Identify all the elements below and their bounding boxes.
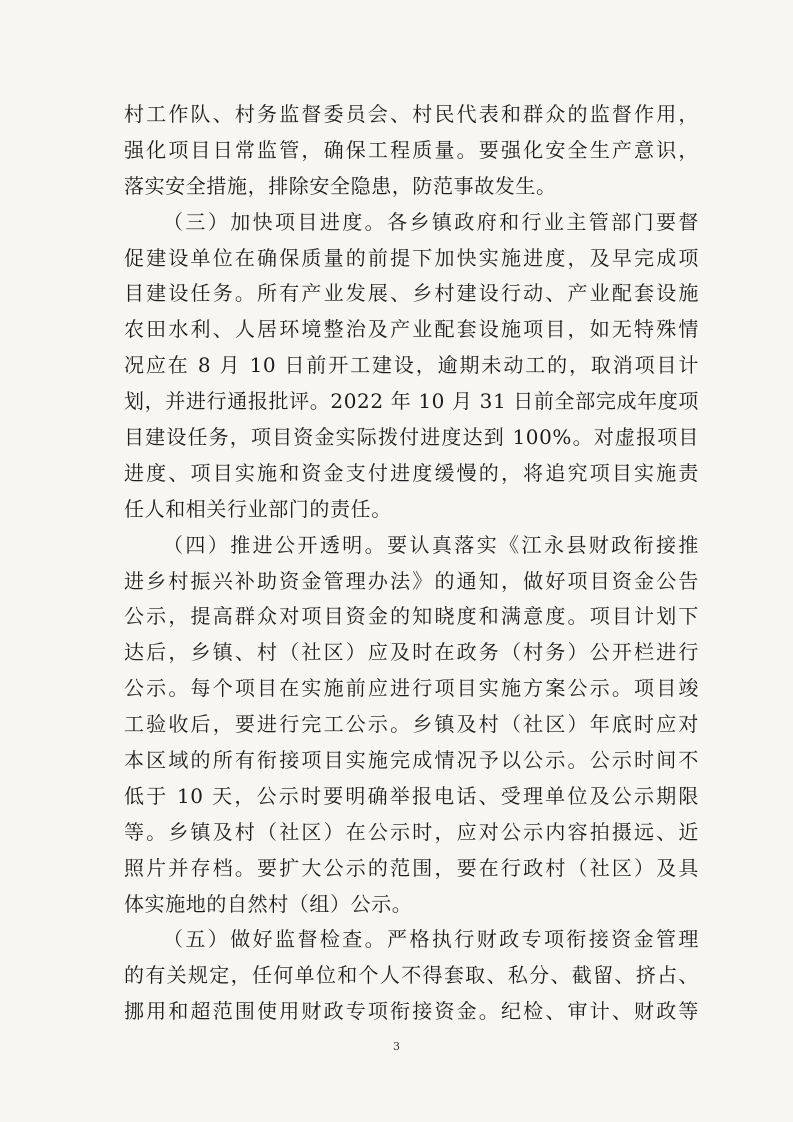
paragraph-heading-4: （四）推进公开透明。要认真落实《江永县财政衔接推 bbox=[163, 532, 699, 557]
text-line: 工验收后，要进行完工公示。乡镇及村（社区）年底时应对 bbox=[124, 712, 699, 737]
text-line: 进度、项目实施和资金支付进度缓慢的，将追究项目实施责 bbox=[124, 460, 699, 485]
text-line: 的有关规定，任何单位和个人不得套取、私分、截留、挤占、 bbox=[124, 963, 699, 988]
paragraph-heading-3: （三）加快项目进度。各乡镇政府和行业主管部门要督 bbox=[163, 209, 699, 234]
text-line: 任人和相关行业部门的责任。 bbox=[124, 496, 392, 521]
text-line: 农田水利、人居环境整治及产业配套设施项目，如无特殊情 bbox=[124, 317, 699, 342]
text-line: 公示。每个项目在实施前应进行项目实施方案公示。项目竣 bbox=[124, 676, 699, 701]
body-text bbox=[124, 97, 699, 1030]
text-line: 村工作队、村务监督委员会、村民代表和群众的监督作用， bbox=[124, 102, 699, 126]
text-line: 公示，提高群众对项目资金的知晓度和满意度。项目计划下 bbox=[124, 604, 699, 629]
page-number: 3 bbox=[393, 1040, 400, 1053]
text-line: 达后，乡镇、村（社区）应及时在政务（村务）公开栏进行 bbox=[124, 640, 699, 665]
text-line: 划，并进行通报批评。2022 年 10 月 31 日前全部完成年度项 bbox=[124, 389, 699, 414]
text-line: 本区域的所有衔接项目实施完成情况予以公示。公示时间不 bbox=[124, 748, 699, 773]
text-line: 挪用和超范围使用财政专项衔接资金。纪检、审计、财政等 bbox=[124, 999, 699, 1024]
text-line: 目建设任务，项目资金实际拨付进度达到 100%。对虚报项目 bbox=[124, 425, 699, 450]
text-line: 况应在 8 月 10 日前开工建设，逾期未动工的，取消项目计 bbox=[124, 353, 699, 378]
text-line: 落实安全措施，排除安全隐患，防范事故发生。 bbox=[124, 173, 557, 198]
text-line: 促建设单位在确保质量的前提下加快实施进度，及早完成项 bbox=[124, 245, 699, 270]
text-line: 进乡村振兴补助资金管理办法》的通知，做好项目资金公告 bbox=[124, 568, 699, 593]
text-line: 等。乡镇及村（社区）在公示时，应对公示内容拍摄远、近 bbox=[124, 819, 699, 844]
text-line: 低于 10 天，公示时要明确举报电话、受理单位及公示期限 bbox=[124, 783, 699, 808]
text-line: 体实施地的自然村（组）公示。 bbox=[124, 891, 413, 916]
paragraph-heading-5: （五）做好监督检查。严格执行财政专项衔接资金管理 bbox=[163, 927, 699, 952]
text-line: 目建设任务。所有产业发展、乡村建设行动、产业配套设施 bbox=[124, 281, 699, 306]
text-line: 强化项目日常监管，确保工程质量。要强化安全生产意识， bbox=[124, 137, 699, 162]
text-line: 照片并存档。要扩大公示的范围，要在行政村（社区）及具 bbox=[124, 855, 699, 880]
